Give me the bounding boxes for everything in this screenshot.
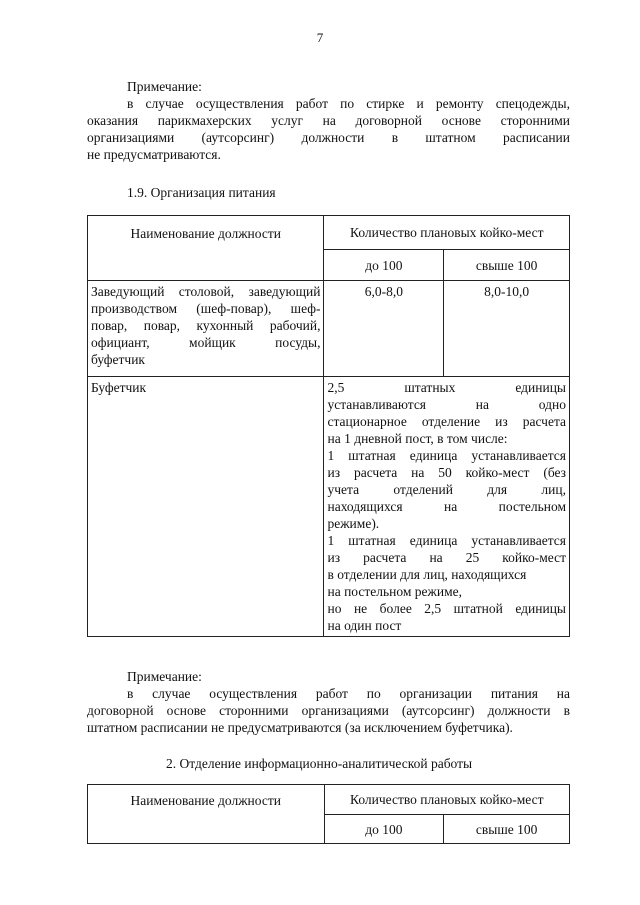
row2-norm-line: в отделении для лиц, находящихся: [327, 567, 527, 582]
note-1-line: оказания парикмахерских услуг на договорной основе сторонними: [87, 113, 570, 128]
row2-norm-line: на постельном режиме,: [327, 584, 463, 599]
note-2-heading: Примечание:: [127, 669, 202, 684]
row2-position: Буфетчик: [88, 377, 324, 637]
row1-position-line: Заведующий столовой, заведующий: [91, 284, 321, 299]
subheader-over-100: свыше 100: [444, 250, 570, 281]
row2-norm-line: устанавливаются на одно: [327, 397, 566, 412]
row2-norm-line: из расчета на 50 койко-мест (без: [327, 465, 566, 480]
row1-position-line: повар, повар, кухонный рабочий,: [91, 318, 321, 333]
row2-norm-line: находящихся на постельном: [327, 499, 566, 514]
row1-position: [88, 281, 324, 377]
row2-norm-line: из расчета на 25 койко-мест: [327, 550, 566, 565]
row2-norm: [324, 377, 570, 637]
row2-norm-line: стационарное отделение из расчета: [327, 414, 566, 429]
subheader-over-100: свыше 100: [444, 815, 570, 844]
row2-norm-line: 2,5 штатных единицы: [327, 380, 566, 395]
note-2-line: договорной основе сторонними организациями (аутсорсинг) должности в: [87, 703, 570, 718]
note-1-heading: Примечание:: [127, 79, 202, 94]
subheader-up-to-100: до 100: [324, 250, 444, 281]
row2-norm-line: режиме).: [327, 516, 380, 531]
note-2-line: в случае осуществления работ по организации питания на: [127, 686, 570, 701]
note-1-line: в случае осуществления работ по стирке и ремонту спецодежды,: [127, 96, 570, 111]
staffing-table-catering: [87, 215, 570, 637]
row2-norm-line: учета отделений для лиц,: [327, 482, 566, 497]
header-beds: Количество плановых койко-мест: [324, 216, 570, 250]
row1-position-line: производством (шеф-повар), шеф-: [91, 301, 321, 316]
header-beds: Количество плановых койко-мест: [324, 785, 569, 815]
note-1-text: [87, 95, 570, 163]
row2-norm-line: на один пост: [327, 618, 402, 633]
row2-norm-line: на 1 дневной пост, в том числе:: [327, 431, 508, 446]
section-2-title: 2. Отделение информационно-аналитической работы: [166, 756, 473, 771]
row2-norm-line: 1 штатная единица устанавливается: [327, 448, 566, 463]
header-position: Наименование должности: [88, 785, 325, 844]
note-2-text: [87, 685, 570, 736]
section-1-9-title: 1.9. Организация питания: [127, 185, 276, 200]
row2-norm-line: 1 штатная единица устанавливается: [327, 533, 566, 548]
row2-norm-line: но не более 2,5 штатной единицы: [327, 601, 566, 616]
row1-position-line: буфетчик: [91, 352, 145, 367]
note-1-line: организациями (аутсорсинг) должности в штатном расписании: [87, 130, 570, 145]
page-number: 7: [316, 30, 324, 45]
note-2-line: штатном расписании не предусматриваются (за исключением буфетчика).: [87, 720, 513, 735]
row1-up-to-100: 6,0-8,0: [324, 281, 444, 377]
subheader-up-to-100: до 100: [324, 815, 444, 844]
row1-position-line: официант, мойщик посуды,: [91, 335, 321, 350]
header-position: Наименование должности: [88, 216, 324, 281]
row1-over-100: 8,0-10,0: [444, 281, 570, 377]
note-1-line: не предусматриваются.: [87, 147, 221, 162]
staffing-table-analytics: [87, 784, 570, 844]
